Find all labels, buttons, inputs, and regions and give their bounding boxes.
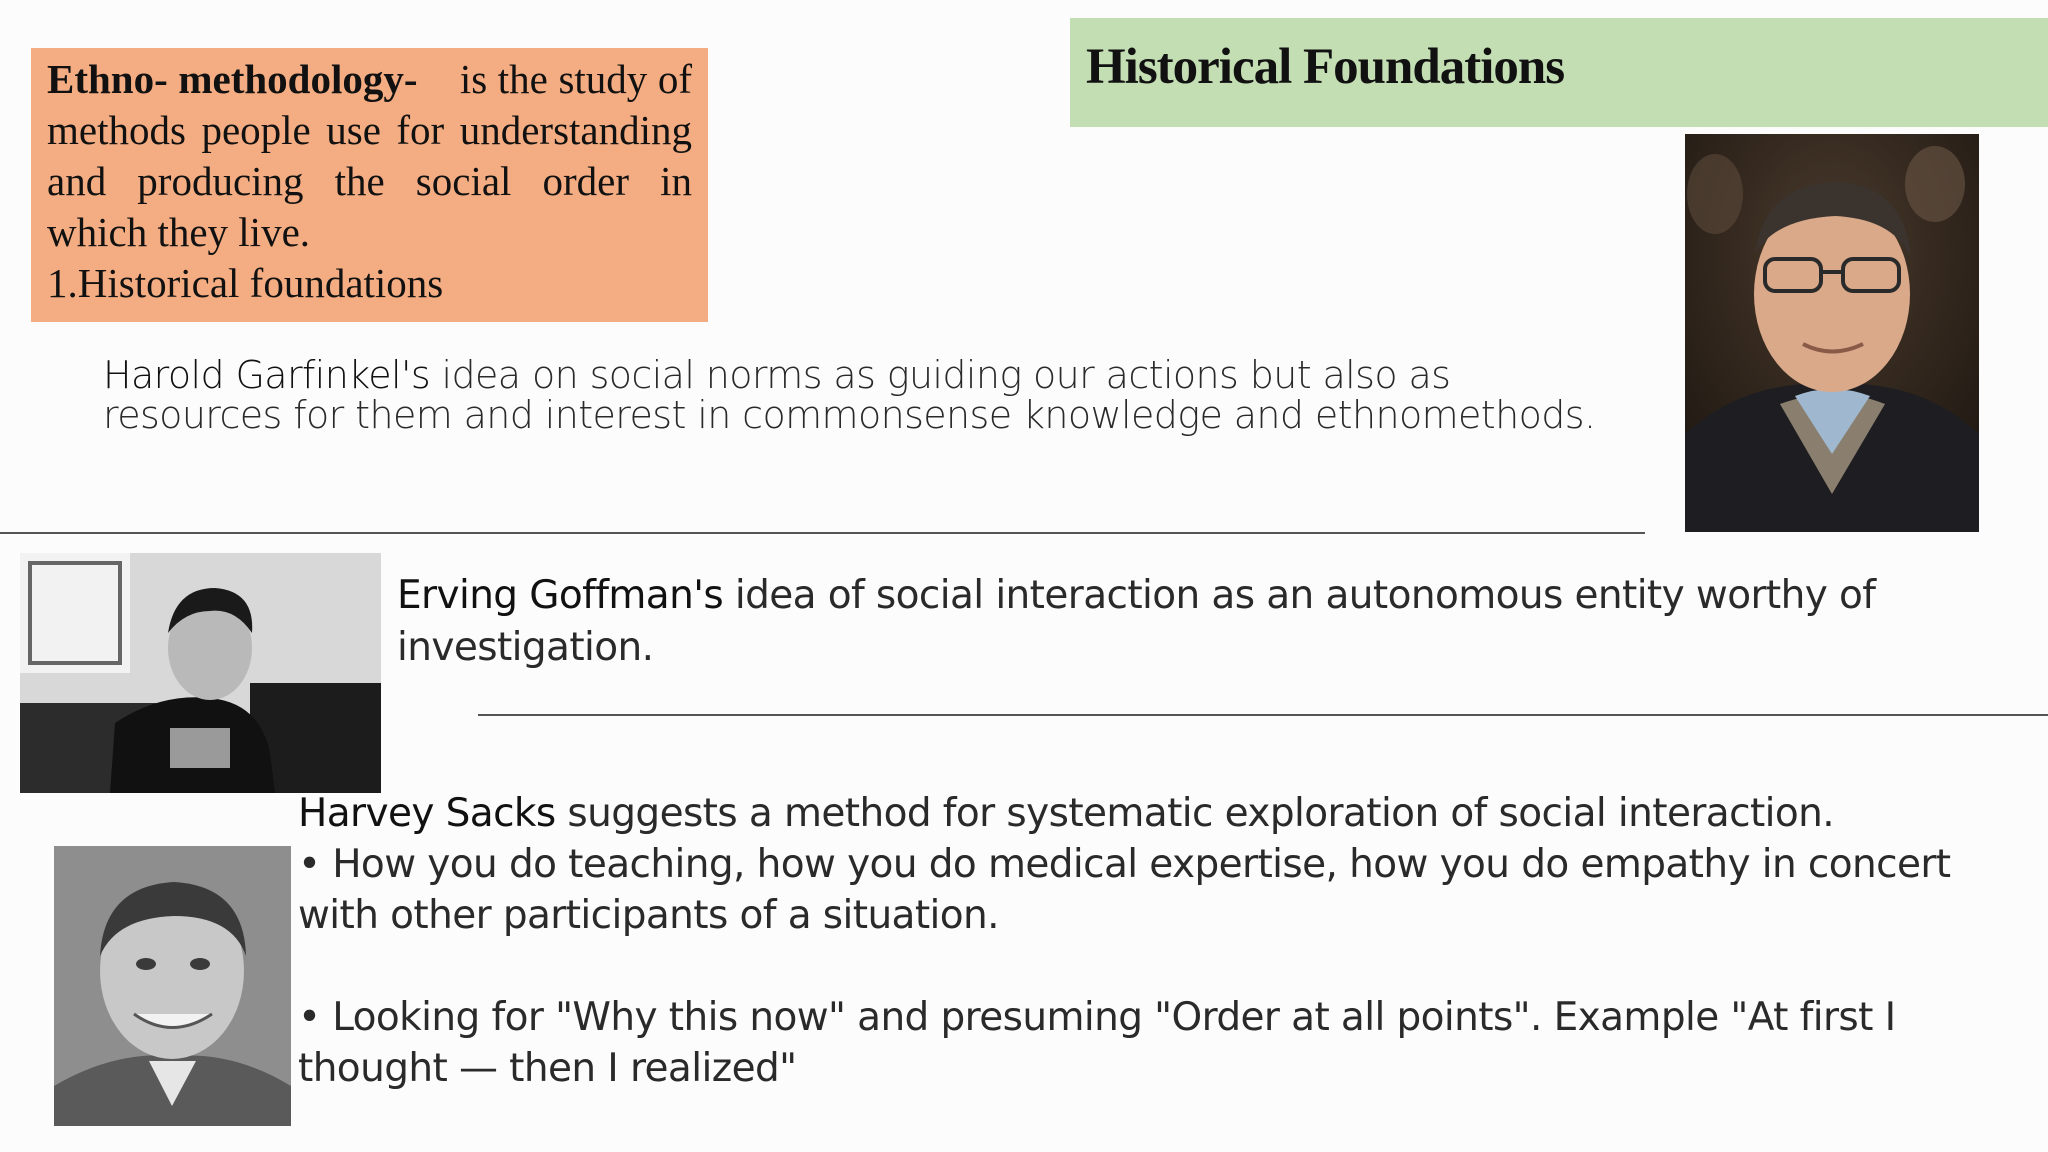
garfinkel-line-2: resources for them and interest in commonsense knowledge and ethnomethods. [103,393,1596,437]
sacks-paragraph [298,788,1951,1094]
sacks-line-1 [298,788,1951,839]
goffman-name: Erving Goffman's [397,573,724,618]
goffman-line-1 [397,570,1875,622]
goffman-paragraph [397,570,1875,674]
garfinkel-line-1 [103,355,1595,395]
divider-line-1 [0,532,1645,534]
goffman-photo [20,553,381,793]
sacks-bullet-1-line-1: • How you do teaching, how you do medical expertise, how you do empathy in concert [298,842,1951,887]
goffman-text-1: idea of social interaction as an autonomous entity worthy of [723,573,1876,618]
definition-list-item: 1.Historical foundations [47,260,444,306]
sacks-name: Harvey Sacks [298,791,556,836]
sacks-photo [54,846,291,1126]
definition-term: Ethno- methodology- [47,56,418,102]
sacks-bullet-2-line-1: • Looking for "Why this now" and presuming "Order at all points". Example "At first I [298,995,1896,1040]
sacks-spacer [298,941,1951,992]
garfinkel-name: Harold Garfinkel's [103,353,431,397]
sacks-text-1: suggests a method for systematic exploration of social interaction. [555,791,1835,836]
garfinkel-photo [1685,134,1979,532]
divider-line-2 [478,714,2048,716]
sacks-bullet-1-line-2: with other participants of a situation. [298,893,999,938]
definition-lead: is the [459,56,548,102]
definition-body: study of methods people use for understanding and producing the social order in which they live. [47,56,693,255]
title-bar [1070,18,2048,127]
garfinkel-paragraph [103,355,1595,435]
garfinkel-text-1: idea on social norms as guiding our actions but also as [430,353,1451,397]
goffman-line-2: investigation. [397,625,654,670]
definition-paragraph [47,54,692,258]
page-title: Historical Foundations [1086,39,1565,95]
definition-box [31,48,708,322]
sacks-bullet-2-line-2: thought — then I realized" [298,1046,797,1091]
